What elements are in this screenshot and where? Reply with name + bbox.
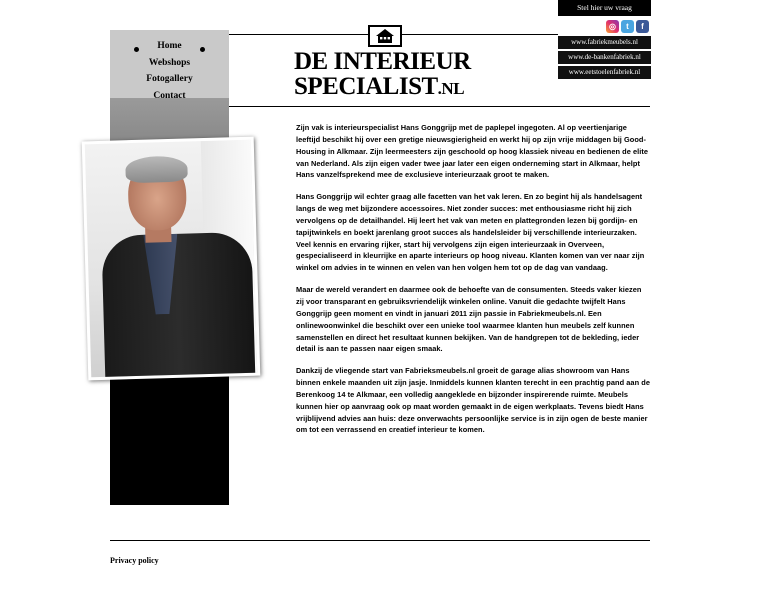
house-icon (368, 25, 402, 47)
header-rule-bottom (229, 106, 650, 107)
nav-item-webshops[interactable]: Webshops (148, 57, 191, 68)
main-nav (110, 38, 229, 104)
logo-line-1[interactable]: DE INTERIEUR (294, 48, 471, 75)
header-rule-left (229, 34, 368, 35)
nav-item-contact[interactable]: Contact (153, 90, 186, 101)
header-rule-right (402, 34, 558, 35)
privacy-policy-link[interactable]: Privacy policy (110, 556, 159, 565)
photo-suit (101, 232, 255, 378)
logo-word: SPECIALIST (294, 73, 438, 100)
twitter-icon[interactable]: t (621, 20, 634, 33)
portrait-photo (85, 140, 257, 378)
instagram-icon[interactable]: ◎ (606, 20, 619, 33)
portrait-photo-frame (82, 137, 261, 381)
logo-suffix: .NL (437, 79, 465, 98)
showroom-paragraph: Dankzij de vliegende start van Fabrieksmeubels.nl groeit de garage alias showroom van Hans binnen enkele maanden uit zijn jasje. Inmiddels kunnen klanten terecht in een prachtig pand aan de Berenkoog 14 te Alkmaar, een volledig aangeklede en bijzonder inspirerende ruimte. Meubels kunnen hier op aanvraag ook op maat worden gemaakt in de eigen werkplaats. Tevens biedt Hans vrijblijvend advies aan huis: deze onverwachts persoonlijke service is in zijn ogen de beste manier om tot een verrassend en creatief interieur te komen. (296, 366, 650, 435)
photo-hair (125, 156, 188, 184)
online-paragraph: Maar de wereld verandert en daarmee ook de behoefte van de consumenten. Steeds vaker kiezen zij voor transparant en gebruiksvriendelijk winkelen online. Vanuit die gedachte twijfelt Hans Gonggrijp geen moment en vindt in januari 2011 zijn passie in Fabriekmeubels.nl. Een onlinewoonwinkel die beschikt over een unieke tool waarmee klanten hun meubels zelf kunnen samenstellen en direct het resultaat kunnen bekijken. Van de handgrepen tot de bekleding, ieder detail is aan te passen naar eigen smaak. (296, 285, 642, 354)
logo-line-2[interactable] (294, 74, 464, 102)
main-content (296, 122, 651, 446)
ask-question-button[interactable]: Stel hier uw vraag (558, 0, 651, 16)
link-eetstoelenfabriek[interactable]: www.eetstoelenfabriek.nl (558, 66, 651, 79)
nav-item-home[interactable]: Home (157, 41, 182, 51)
career-paragraph: Hans Gonggrijp wil echter graag alle facetten van het vak leren. En zo begint hij als handelsagent langs de weg met bijzondere accessoires. Niet zonder succes: met enthousiasme richt hij zich vervolgens op de detailhandel. Hij leert het vak van meten en plattegronden lezen bij gordijn- en tapijtwinkels en boekt jarenlang groot succes als handelsleider bij verschillende interieurzaken. Veel kennis en ervaring rijker, start hij vervolgens zijn eigen interieurzaak in Overveen, gespecialiseerd in kleurrijke en aparte interieurs op hoog niveau. Klanten komen van ver naar zijn winkel om advies in te winnen en velen van hen volgen hem tot op de dag van vandaag. (296, 192, 645, 273)
footer-rule (110, 540, 650, 541)
nav-item-fotogallery[interactable]: Fotogallery (146, 74, 193, 84)
facebook-icon[interactable]: f (636, 20, 649, 33)
link-fabriekmeubels[interactable]: www.fabriekmeubels.nl (558, 36, 651, 49)
intro-paragraph: Zijn vak is interieurspecialist Hans Gonggrijp met de paplepel ingegoten. Al op veertienjarige leeftijd beschikt hij over een gretige nieuwsgierigheid en werkt hij op zijn vrije middagen bij Good-Housing in Alkmaar. Zijn leermeesters zijn geschoold op hoog klassiek niveau en bedienen de elite van Nederland. Als zijn eigen vader twee jaar later een eigen onderneming start in Alkmaar, helpt Hans vanzelfsprekend mee de exclusieve interieurzaak groot te maken. (296, 123, 649, 180)
link-de-bankenfabriek[interactable]: www.de-bankenfabriek.nl (558, 51, 651, 64)
